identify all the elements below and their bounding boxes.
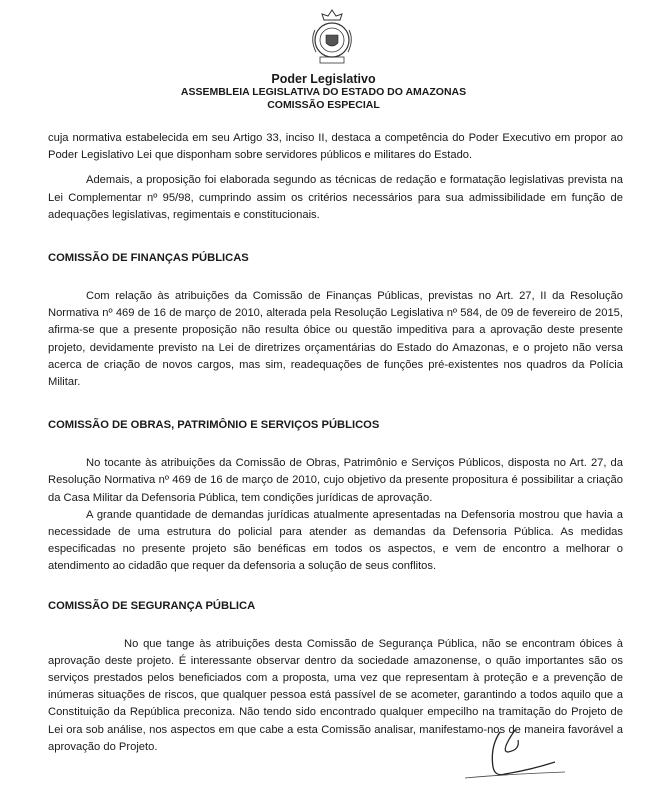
intro-paragraph-2: Ademais, a proposição foi elaborada segundo as técnicas de redação e formatação legislativas prevista na Lei Complementar nº 95/98, cumprindo assim os critérios necessários para sua admissibilidade em função de adequações legislativas, regimentais e constitucionais.: [48, 174, 623, 221]
header-poder-legislativo: Poder Legislativo: [271, 72, 376, 86]
section-title-seguranca: COMISSÃO DE SEGURANÇA PÚBLICA: [48, 599, 256, 612]
document-header: [0, 72, 647, 112]
document-body: [48, 130, 623, 756]
section-obras-paragraph-1: No tocante às atribuições da Comissão de Obras, Patrimônio e Serviços Públicos, disposta no Art. 27, da Resolução Normativa nº 469 de 16 de março de 2010, cujo objetivo da presente propositura é possibilitar a criação da Casa Militar da Defensoria Pública, tem condições jurídicas de aprovação.: [48, 457, 623, 504]
coat-of-arms-seal-icon: [307, 8, 357, 68]
handwritten-signature-icon: [460, 722, 570, 782]
intro-paragraph-1: cuja normativa estabelecida em seu Artigo 33, inciso II, destaca a competência do Poder Executivo em propor ao Poder Legislativo Lei que disponham sobre servidores públicos e militares do Estado.: [48, 132, 623, 162]
section-title-obras: COMISSÃO DE OBRAS, PATRIMÔNIO E SERVIÇOS PÚBLICOS: [48, 419, 380, 432]
section-financas-paragraph-1: Com relação às atribuições da Comissão de Finanças Públicas, previstas no Art. 27, II da Resolução Normativa nº 469 de 16 de março de 2010, alterada pela Resolução Legislativa nº 584, de 09 de fevereiro de 2015, afirma-se que a presente proposição não resulta óbice ou questão impeditiva para a aprovação deste presente projeto, devidamente previsto na Lei de diretrizes orçamentárias do Estado do Amazonas, e o projeto não versa acerca de criação de novos cargos, mas sim, readequações de funções pré-existentes nos quadros da Polícia Militar.: [48, 290, 623, 389]
header-assembleia: ASSEMBLEIA LEGISLATIVA DO ESTADO DO AMAZONAS: [180, 86, 467, 98]
section-obras-paragraph-2: A grande quantidade de demandas jurídicas atualmente apresentadas na Defensoria mostrou que havia a necessidade de uma estrutura do policial para atender as demandas da Defensoria Pública. As medidas especificadas no presente projeto são benéficas em todos os aspectos, e vem de encontro a melhorar o atendimento ao cidadão que requer da defensoria a solução de seus conflitos.: [48, 508, 623, 573]
section-title-financas: COMISSÃO DE FINANÇAS PÚBLICAS: [48, 252, 249, 265]
section-seguranca-paragraph-1: No que tange às atribuições desta Comissão de Segurança Pública, não se encontram óbices à aprovação deste projeto. É interessante observar dentro da sociedade amazonense, o quão importantes são os serviços prestados pelos beneficiados com a proposta, uma vez que representam à proteção e a prevenção de inúmeras situações de riscos, que qualquer pessoa está passível de se acometer, garantindo a todos aquilo que a Constituição da República preconiza. Não tendo sido encontrado qualquer empecilho na tramitação do Projeto de Lei ora sob análise, nos aspectos em que cabe a esta Comissão analisar, manifestamo-nos de maneira favorável a aprovação do Projeto.: [48, 637, 623, 753]
header-comissao-especial: COMISSÃO ESPECIAL: [267, 99, 380, 111]
